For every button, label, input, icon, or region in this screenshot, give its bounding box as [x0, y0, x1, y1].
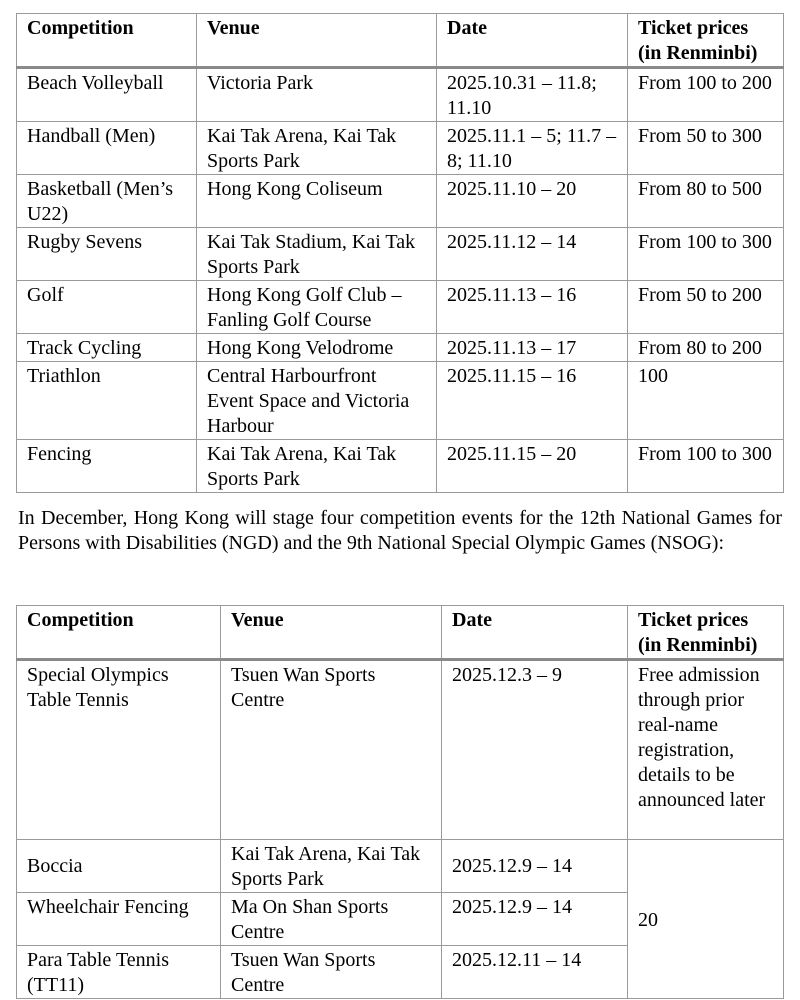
table-row	[17, 68, 784, 122]
table-row	[17, 840, 784, 893]
cell-competition: Track Cycling	[17, 334, 197, 362]
header-competition: Competition	[17, 14, 197, 68]
cell-ticket-price: From 80 to 200	[628, 334, 784, 362]
table-row	[17, 362, 784, 440]
cell-competition: Handball (Men)	[17, 122, 197, 175]
cell-venue: Ma On Shan Sports Centre	[221, 893, 442, 946]
table-row	[17, 440, 784, 493]
cell-date: 2025.12.3 – 9	[442, 660, 628, 840]
cell-ticket-price: From 100 to 200	[628, 68, 784, 122]
header-competition: Competition	[17, 606, 221, 660]
cell-date: 2025.12.11 – 14	[442, 946, 628, 999]
competition-schedule-table-2	[16, 605, 784, 999]
cell-competition: Basketball (Men’s U22)	[17, 175, 197, 228]
cell-ticket-price: From 80 to 500	[628, 175, 784, 228]
header-date: Date	[437, 14, 628, 68]
cell-date: 2025.11.10 – 20	[437, 175, 628, 228]
cell-venue: Kai Tak Arena, Kai Tak Sports Park	[221, 840, 442, 893]
cell-date: 2025.11.15 – 20	[437, 440, 628, 493]
header-date: Date	[442, 606, 628, 660]
cell-venue: Hong Kong Coliseum	[197, 175, 437, 228]
competition-schedule-table-1	[16, 13, 784, 493]
cell-ticket-price: From 50 to 200	[628, 281, 784, 334]
table-row	[17, 228, 784, 281]
cell-competition: Rugby Sevens	[17, 228, 197, 281]
cell-venue: Kai Tak Stadium, Kai Tak Sports Park	[197, 228, 437, 281]
cell-date: 2025.11.13 – 17	[437, 334, 628, 362]
cell-ticket-price: Free admission through prior real-name registration, details to be announced later	[628, 660, 784, 840]
cell-competition: Golf	[17, 281, 197, 334]
cell-venue: Victoria Park	[197, 68, 437, 122]
cell-venue: Central Harbourfront Event Space and Victoria Harbour	[197, 362, 437, 440]
table-row	[17, 334, 784, 362]
cell-competition: Triathlon	[17, 362, 197, 440]
cell-venue: Kai Tak Arena, Kai Tak Sports Park	[197, 440, 437, 493]
header-ticket-prices: Ticket prices (in Renminbi)	[628, 14, 784, 68]
table-row	[17, 281, 784, 334]
cell-date: 2025.11.1 – 5; 11.7 – 8; 11.10	[437, 122, 628, 175]
cell-venue: Tsuen Wan Sports Centre	[221, 946, 442, 999]
cell-date: 2025.12.9 – 14	[442, 840, 628, 893]
table-row	[17, 122, 784, 175]
table-row	[17, 175, 784, 228]
header-ticket-prices: Ticket prices (in Renminbi)	[628, 606, 784, 660]
cell-venue: Hong Kong Golf Club – Fanling Golf Course	[197, 281, 437, 334]
cell-competition: Boccia	[17, 840, 221, 893]
table-header-row	[17, 606, 784, 660]
cell-ticket-price: From 100 to 300	[628, 228, 784, 281]
cell-date: 2025.10.31 – 11.8; 11.10	[437, 68, 628, 122]
cell-date: 2025.11.15 – 16	[437, 362, 628, 440]
table-row	[17, 660, 784, 840]
cell-ticket-price: From 100 to 300	[628, 440, 784, 493]
cell-competition: Fencing	[17, 440, 197, 493]
table-header-row	[17, 14, 784, 68]
cell-ticket-price: 100	[628, 362, 784, 440]
cell-competition: Beach Volleyball	[17, 68, 197, 122]
cell-competition: Wheelchair Fencing	[17, 893, 221, 946]
cell-venue: Tsuen Wan Sports Centre	[221, 660, 442, 840]
cell-venue: Kai Tak Arena, Kai Tak Sports Park	[197, 122, 437, 175]
cell-date: 2025.12.9 – 14	[442, 893, 628, 946]
intro-paragraph: In December, Hong Kong will stage four competition events for the 12th National Games for Persons with Disabilities (NGD) and the 9th National Special Olympic Games (NSOG):	[18, 507, 782, 554]
header-venue: Venue	[221, 606, 442, 660]
cell-date: 2025.11.12 – 14	[437, 228, 628, 281]
cell-venue: Hong Kong Velodrome	[197, 334, 437, 362]
cell-competition: Para Table Tennis (TT11)	[17, 946, 221, 999]
cell-competition: Special Olympics Table Tennis	[17, 660, 221, 840]
header-venue: Venue	[197, 14, 437, 68]
cell-ticket-price: From 50 to 300	[628, 122, 784, 175]
cell-date: 2025.11.13 – 16	[437, 281, 628, 334]
cell-ticket-price-merged: 20	[628, 840, 784, 999]
